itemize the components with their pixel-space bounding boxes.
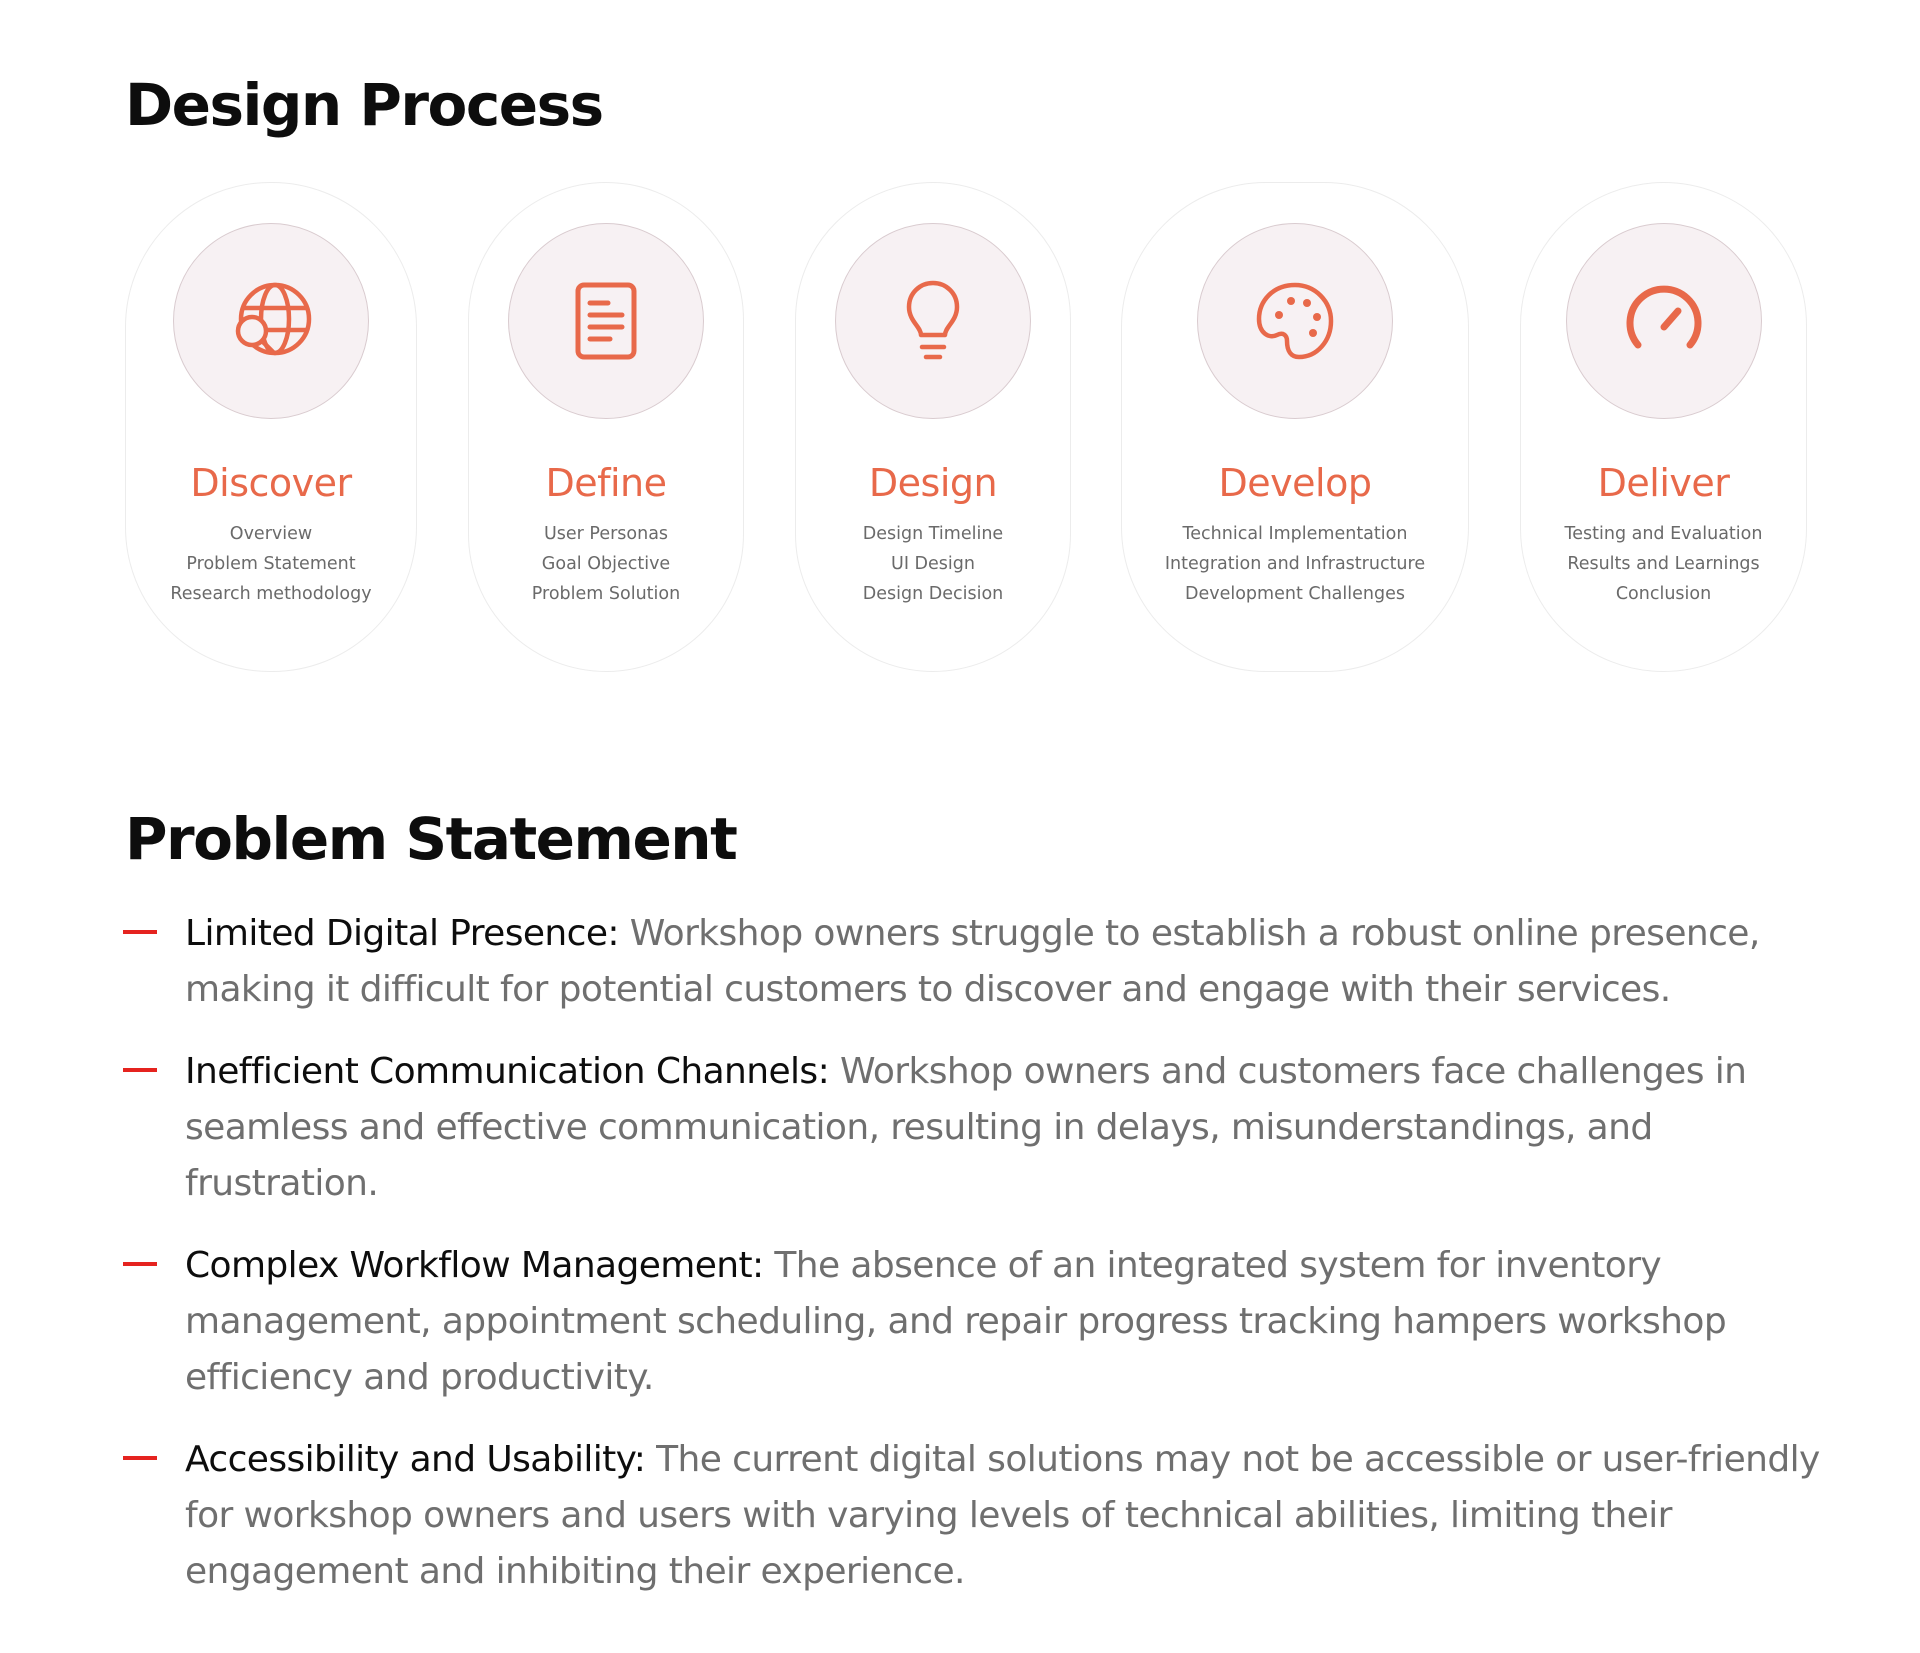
stage-item: UI Design: [891, 554, 975, 574]
design-process-stages: [0, 182, 1920, 674]
stage-item: Integration and Infrastructure: [1164, 554, 1426, 574]
stage-item: User Personas: [543, 524, 669, 544]
stage-item: Design Decision: [862, 584, 1004, 604]
stage-item: Technical Implementation: [1182, 524, 1408, 544]
stage-title: Design: [868, 461, 998, 505]
stage-items: [796, 519, 1070, 609]
problem-text: [185, 1432, 1845, 1600]
stage-item: Development Challenges: [1185, 584, 1405, 604]
problem-description: Workshop owners struggle to establish a robust online presence, making it difficult for potential customers to discover and engage with their services.: [185, 913, 1760, 1010]
problem-label: Accessibility and Usability:: [185, 1439, 646, 1480]
stage-icon-circle: [508, 223, 704, 419]
stage-title: Define: [545, 461, 667, 505]
stage-item: Overview: [229, 524, 313, 544]
problem-statement-title: Problem Statement: [125, 805, 737, 873]
stage-item: Problem Statement: [186, 554, 356, 574]
stage-icon-circle: [1566, 223, 1762, 419]
stage-card-define: [468, 182, 744, 672]
stage-item: Research methodology: [170, 584, 372, 604]
dash-bullet: [123, 1262, 157, 1266]
problem-text: [185, 1044, 1845, 1212]
stage-icon-circle: [173, 223, 369, 419]
dash-bullet: [123, 1456, 157, 1460]
document-icon: [560, 275, 652, 367]
stage-card-deliver: [1520, 182, 1807, 672]
problem-text: [185, 906, 1845, 1018]
stage-title: Develop: [1218, 461, 1372, 505]
problem-label: Inefficient Communication Channels:: [185, 1051, 830, 1092]
problem-description: The current digital solutions may not be accessible or user-friendly for workshop owners and users with varying levels of technical abilities, limiting their engagement and inhibiting their experience.: [185, 1439, 1820, 1592]
stage-items: [126, 519, 416, 609]
stage-card-design: [795, 182, 1071, 672]
lightbulb-icon: [887, 275, 979, 367]
stage-icon-circle: [835, 223, 1031, 419]
problem-description: The absence of an integrated system for inventory management, appointment scheduling, and repair progress tracking hampers workshop efficiency and productivity.: [185, 1245, 1727, 1398]
problem-text: [185, 1238, 1845, 1406]
stage-item: Problem Solution: [531, 584, 681, 604]
speedometer-icon: [1618, 275, 1710, 367]
dash-bullet: [123, 930, 157, 934]
design-process-title: Design Process: [125, 71, 603, 139]
problem-label: Complex Workflow Management:: [185, 1245, 764, 1286]
stage-item: Goal Objective: [541, 554, 671, 574]
stage-icon-circle: [1197, 223, 1393, 419]
problem-label: Limited Digital Presence:: [185, 913, 619, 954]
stage-card-discover: [125, 182, 417, 672]
stage-item: Testing and Evaluation: [1564, 524, 1763, 544]
stage-item: Design Timeline: [862, 524, 1004, 544]
stage-card-develop: [1121, 182, 1469, 672]
stage-item: Results and Learnings: [1567, 554, 1760, 574]
dash-bullet: [123, 1068, 157, 1072]
stage-items: [1521, 519, 1806, 609]
globe-search-icon: [225, 275, 317, 367]
palette-icon: [1249, 275, 1341, 367]
stage-items: [469, 519, 743, 609]
stage-items: [1122, 519, 1468, 609]
stage-item: Conclusion: [1615, 584, 1712, 604]
stage-title: Deliver: [1597, 461, 1730, 505]
problem-description: Workshop owners and customers face challenges in seamless and effective communication, resulting in delays, misunderstandings, and frustration.: [185, 1051, 1747, 1204]
stage-title: Discover: [190, 461, 352, 505]
